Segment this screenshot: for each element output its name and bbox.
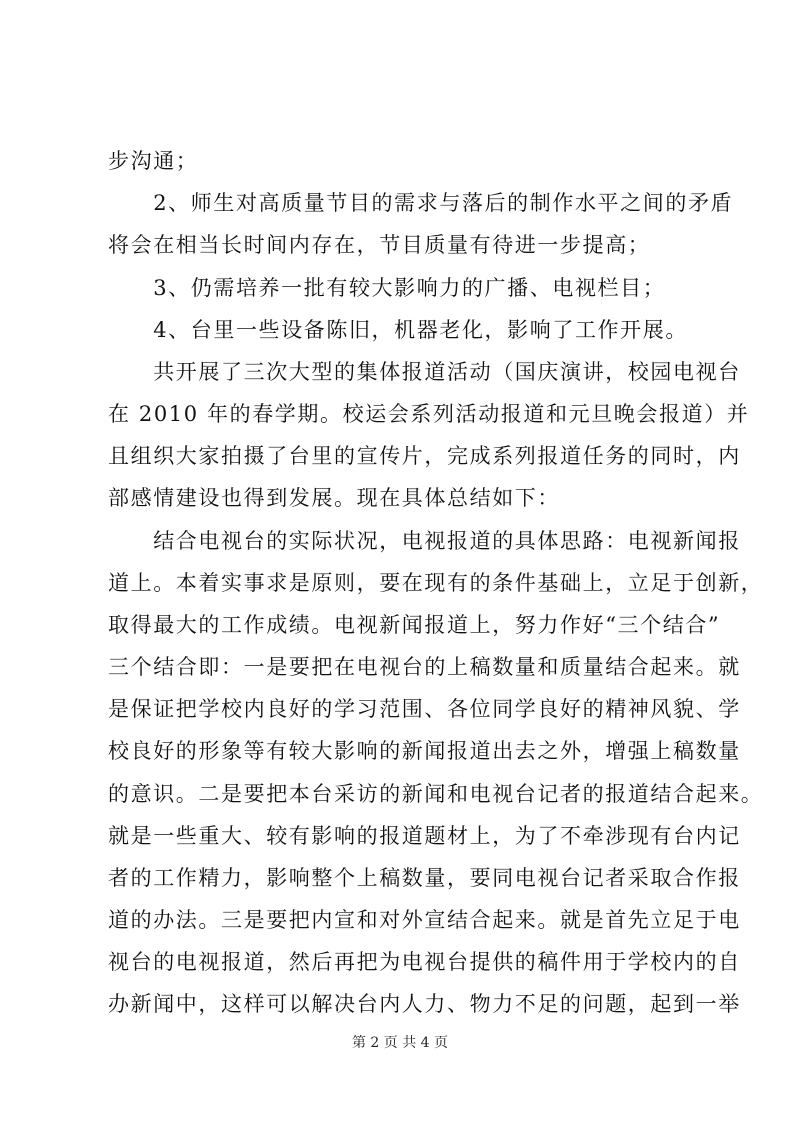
text-line: 道的办法。三是要把内宣和对外宣结合起来。就是首先立足于电 <box>108 908 741 932</box>
text-line: 将会在相当长时间内存在，节目质量有待进一步提高； <box>108 233 651 257</box>
text-line: 的意识。二是要把本台采访的新闻和电视台记者的报道结合起来。 <box>108 782 764 806</box>
text-line: 取得最大的工作成绩。电视新闻报道上，努力作好“三个结合” <box>108 613 721 637</box>
text-line: 部感情建设也得到发展。现在具体总结如下： <box>108 486 560 510</box>
text-line: 办新闻中，这样可以解决台内人力、物力不足的问题，起到一举 <box>108 992 741 1016</box>
text-line: 者的工作精力，影响整个上稿数量，要同电视台记者采取合作报 <box>108 866 741 890</box>
text-line: 共开展了三次大型的集体报道活动（国庆演讲，校园电视台 <box>108 360 741 384</box>
text-line: 三个结合即：一是要把在电视台的上稿数量和质量结合起来。就 <box>108 655 741 679</box>
page-number-footer: 第 2 页 共 4 页 <box>351 1035 449 1051</box>
text-line: 就是一些重大、较有影响的报道题材上，为了不牵涉现有台内记 <box>108 824 741 848</box>
text-line: 步沟通； <box>108 149 199 173</box>
text-line: 4、台里一些设备陈旧，机器老化，影响了工作开展。 <box>108 318 688 342</box>
text-line: 3、仍需培养一批有较大影响力的广播、电视栏目； <box>108 276 666 300</box>
text-line: 结合电视台的实际状况，电视报道的具体思路：电视新闻报 <box>108 529 741 553</box>
text-line: 在 2010 年的春学期。校运会系列活动报道和元旦晚会报道）并 <box>108 402 750 426</box>
text-line: 2、师生对高质量节目的需求与落后的制作水平之间的矛盾 <box>108 191 734 215</box>
text-line: 校良好的形象等有较大影响的新闻报道出去之外，增强上稿数量 <box>108 739 741 763</box>
text-line: 道上。本着实事求是原则，要在现有的条件基础上，立足于创新， <box>108 571 764 595</box>
text-line: 且组织大家拍摄了台里的宣传片，完成系列报道任务的同时，内 <box>108 444 741 468</box>
text-line: 视台的电视报道，然后再把为电视台提供的稿件用于学校内的自 <box>108 950 741 974</box>
text-line: 是保证把学校内良好的学习范围、各位同学良好的精神风貌、学 <box>108 697 741 721</box>
